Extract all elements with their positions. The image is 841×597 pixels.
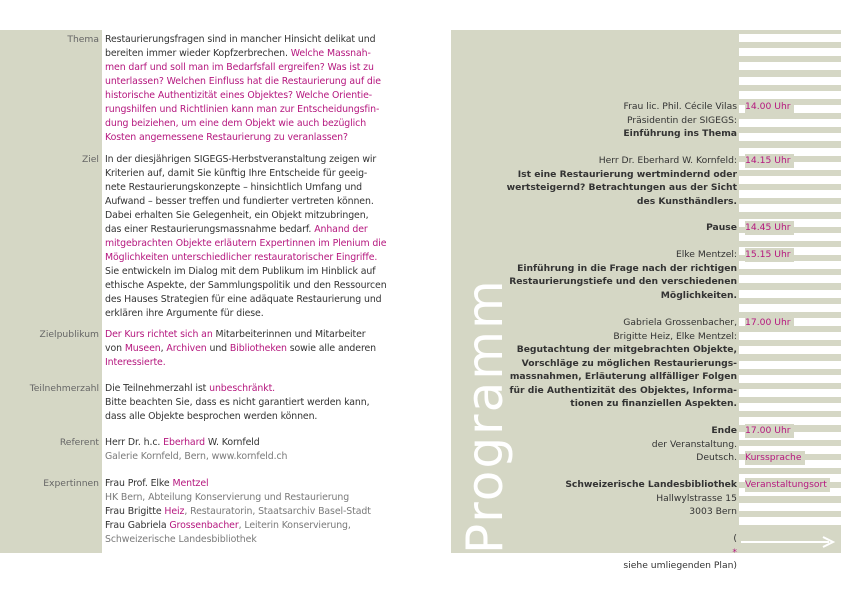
text-segment: bereiten immer wieder Kopfzerbrechen. bbox=[105, 48, 291, 59]
text-line bbox=[105, 47, 405, 61]
text-line bbox=[105, 167, 405, 181]
text-line bbox=[105, 477, 405, 491]
stripe bbox=[739, 62, 841, 70]
text-segment: der Veranstaltung. bbox=[651, 438, 737, 450]
text-line bbox=[105, 293, 405, 307]
text-line bbox=[497, 114, 737, 128]
stripe bbox=[739, 332, 841, 340]
section-label: Referent bbox=[59, 437, 99, 448]
text-segment: von bbox=[105, 343, 125, 354]
stripe bbox=[739, 34, 841, 42]
text-line bbox=[105, 396, 405, 410]
text-line bbox=[105, 519, 405, 533]
text-segment: Präsidentin der SIGEGS: bbox=[626, 114, 737, 126]
program-item bbox=[497, 154, 737, 208]
program-item bbox=[497, 316, 737, 411]
stripe bbox=[739, 48, 841, 56]
program-item bbox=[497, 478, 737, 519]
text-line bbox=[497, 343, 737, 357]
text-segment: wertsteigernd? Betrachtungen aus der Sicht bbox=[506, 182, 737, 193]
text-segment: Deutsch. bbox=[696, 452, 737, 463]
stripe bbox=[739, 119, 841, 127]
text-segment: Der Kurs richtet sich an bbox=[105, 329, 213, 340]
text-segment: men darf und soll man im Bedarfsfall ergreifen? Was ist zu bbox=[105, 62, 374, 73]
text-segment: * bbox=[732, 546, 737, 558]
text-segment: Brigitte Heiz, Elke Mentzel: bbox=[613, 330, 737, 342]
section-text bbox=[105, 328, 405, 370]
text-segment: Hallwylstrasse 15 bbox=[656, 492, 737, 504]
text-segment: Aufwand – besser treffen und fundierter vertreten können. bbox=[105, 196, 374, 207]
text-line bbox=[105, 33, 405, 47]
text-line bbox=[497, 478, 737, 492]
text-segment: Mentzel bbox=[172, 478, 209, 489]
text-segment: nete Restaurierungskonzepte – hinsichtlich Umfang und bbox=[105, 182, 363, 193]
text-segment: tionen zu finanziellen Aspekten. bbox=[570, 398, 737, 409]
text-segment: dass alle Objekte besprochen werden können. bbox=[105, 411, 318, 422]
text-segment: Möglichkeiten unterschiedlicher restauratorischer Eingriffe. bbox=[105, 252, 378, 263]
text-segment: Restaurierungstiefe und den verschiedenen bbox=[509, 276, 737, 287]
stripe bbox=[739, 304, 841, 312]
text-segment: Elke Mentzel: bbox=[675, 249, 737, 260]
text-line bbox=[105, 279, 405, 293]
text-line bbox=[105, 75, 405, 89]
text-segment: Pause bbox=[706, 222, 737, 233]
text-segment: des Hauses Strategien für eine adäquate Restaurierung und bbox=[105, 294, 382, 305]
text-segment: Grossenbacher bbox=[169, 520, 239, 531]
stripe bbox=[739, 389, 841, 397]
stripe bbox=[739, 77, 841, 85]
text-line bbox=[105, 181, 405, 195]
text-line bbox=[105, 356, 405, 370]
section-label: Teilnehmerzahl bbox=[29, 383, 99, 394]
program-time: Kurssprache bbox=[745, 451, 805, 465]
program-item bbox=[497, 424, 737, 451]
text-segment: des Kunsthändlers. bbox=[636, 195, 737, 207]
stripe bbox=[739, 361, 841, 369]
text-line bbox=[105, 328, 405, 342]
text-segment: für die Authentizität des Objektes, Informa- bbox=[509, 384, 737, 396]
text-segment: Archiven bbox=[166, 343, 207, 354]
text-line bbox=[105, 342, 405, 356]
text-line bbox=[497, 100, 737, 114]
text-segment: Frau Prof. Elke bbox=[105, 478, 173, 489]
text-line bbox=[497, 195, 737, 209]
text-line bbox=[105, 61, 405, 75]
section-text bbox=[105, 382, 405, 424]
text-line bbox=[497, 127, 737, 141]
text-segment: , Restauratorin, Staatsarchiv Basel-Stadt bbox=[184, 506, 371, 517]
text-line bbox=[105, 491, 405, 505]
text-line bbox=[105, 251, 405, 265]
arrow-right-icon bbox=[741, 536, 837, 548]
left-label-band bbox=[0, 30, 102, 553]
text-segment: , Leiterin Konservierung, bbox=[238, 520, 351, 531]
text-segment: Heiz bbox=[164, 506, 185, 517]
text-segment: Museen bbox=[124, 343, 161, 354]
text-segment: Kriterien auf, damit Sie künftig Ihre Entscheide für geeig- bbox=[105, 168, 368, 179]
text-line bbox=[497, 357, 737, 371]
text-line bbox=[497, 505, 737, 519]
text-segment: Herr Dr. Eberhard W. Kornfeld: bbox=[598, 155, 737, 166]
text-line bbox=[497, 221, 737, 235]
program-time: 14.00 Uhr bbox=[745, 100, 794, 114]
text-segment: Herr Dr. h.c. bbox=[105, 437, 164, 448]
stripe bbox=[739, 176, 841, 184]
text-segment: W. Kornfeld bbox=[205, 437, 260, 448]
text-segment: ( bbox=[733, 533, 737, 544]
text-line bbox=[497, 330, 737, 344]
text-line bbox=[105, 265, 405, 279]
section-label: Thema bbox=[67, 34, 99, 45]
text-segment: Schweizerische Landesbibliothek bbox=[105, 534, 257, 545]
text-line bbox=[497, 370, 737, 384]
program-time: Veranstaltungsort bbox=[745, 478, 830, 492]
text-line bbox=[105, 533, 405, 547]
program-item bbox=[497, 532, 737, 573]
program-item bbox=[497, 248, 737, 302]
stripe bbox=[739, 261, 841, 269]
text-line bbox=[497, 316, 737, 330]
stripe bbox=[739, 503, 841, 511]
text-line bbox=[497, 289, 737, 303]
section-label: Expertinnen bbox=[43, 478, 99, 489]
text-segment: Sie entwickeln im Dialog mit dem Publikum im Hinblick auf bbox=[105, 266, 376, 277]
text-segment: Bibliotheken bbox=[229, 343, 287, 354]
text-segment: Vorschläge zu möglichen Restaurierungs- bbox=[521, 357, 737, 369]
stripe bbox=[739, 346, 841, 354]
text-line bbox=[105, 505, 405, 519]
text-segment: Welche Massnah- bbox=[290, 48, 371, 59]
text-segment: mitgebrachten Objekte erläutern Expertinnen im Plenium die bbox=[105, 238, 387, 249]
stripe bbox=[739, 403, 841, 411]
text-segment: sowie alle anderen bbox=[286, 343, 377, 354]
text-segment: Galerie Kornfeld, Bern, www.kornfeld.ch bbox=[105, 451, 288, 462]
text-line bbox=[105, 153, 405, 167]
text-line bbox=[497, 275, 737, 289]
program-time: 17.00 Uhr bbox=[745, 316, 794, 330]
text-line bbox=[497, 154, 737, 168]
text-line bbox=[105, 103, 405, 117]
text-line bbox=[497, 451, 737, 465]
stripe bbox=[739, 91, 841, 99]
stripe bbox=[739, 517, 841, 525]
text-segment: Kosten angemessene Restaurierung zu veranlassen? bbox=[105, 132, 348, 143]
text-line bbox=[105, 117, 405, 131]
program-time: 14.45 Uhr bbox=[745, 221, 794, 235]
text-line bbox=[105, 195, 405, 209]
text-segment: Mitarbeiterinnen und Mitarbeiter bbox=[212, 329, 366, 340]
stripe bbox=[739, 375, 841, 383]
text-line bbox=[105, 209, 405, 223]
stripe bbox=[739, 275, 841, 283]
program-time: 14.15 Uhr bbox=[745, 154, 794, 168]
stripe bbox=[739, 190, 841, 198]
text-line bbox=[497, 168, 737, 182]
text-segment: , bbox=[160, 343, 167, 354]
text-segment: Frau Brigitte bbox=[105, 506, 165, 517]
text-line bbox=[105, 382, 405, 396]
text-line bbox=[105, 450, 405, 464]
program-time: 17.00 Uhr bbox=[745, 424, 794, 438]
text-line bbox=[105, 237, 405, 251]
text-line bbox=[497, 181, 737, 195]
text-segment: Eberhard bbox=[163, 437, 206, 448]
section-text bbox=[105, 33, 405, 145]
text-line bbox=[497, 424, 737, 451]
text-segment: ethische Aspekte, der Sammlungspolitik und den Ressourcen bbox=[105, 280, 387, 291]
text-line bbox=[105, 307, 405, 321]
text-segment: siehe umliegenden Plan) bbox=[623, 560, 737, 571]
text-line bbox=[497, 384, 737, 398]
stripe bbox=[739, 133, 841, 141]
text-segment: HK Bern, Abteilung Konservierung und Restaurierung bbox=[105, 492, 350, 503]
text-line bbox=[497, 397, 737, 411]
text-segment: Begutachtung der mitgebrachten Objekte, bbox=[516, 344, 737, 355]
text-line bbox=[105, 131, 405, 145]
text-segment: Schweizerische Landesbibliothek bbox=[565, 479, 737, 490]
text-segment: Bitte beachten Sie, dass es nicht garantiert werden kann, bbox=[105, 397, 370, 408]
text-segment: In der diesjährigen SIGEGS-Herbstveranstaltung zeigen wir bbox=[105, 154, 377, 165]
section-text bbox=[105, 153, 405, 321]
text-segment: rungshilfen und Richtlinien kann man zur Entscheidungsfin- bbox=[105, 104, 380, 115]
text-segment: 3003 Bern bbox=[689, 506, 737, 517]
section-text bbox=[105, 436, 405, 464]
text-segment: massnahmen, Erläuterung allfälliger Folgen bbox=[509, 371, 737, 382]
text-segment: unterlassen? Welchen Einfluss hat die Restaurierung auf die bbox=[105, 76, 381, 87]
text-line bbox=[105, 410, 405, 424]
text-segment: Ist eine Restaurierung wertmindernd oder bbox=[517, 168, 737, 180]
text-segment: Möglichkeiten. bbox=[660, 289, 737, 301]
text-line bbox=[105, 223, 405, 237]
text-segment: Einführung ins Thema bbox=[623, 128, 737, 139]
program-item bbox=[497, 221, 737, 235]
text-segment: Einführung in die Frage nach der richtigen bbox=[517, 262, 737, 274]
stripe bbox=[739, 204, 841, 212]
program-item bbox=[497, 100, 737, 141]
programm-vertical-title: Programm bbox=[456, 278, 514, 554]
text-segment: dung beiziehen, um eine dem Objekt wie auch bezüglich bbox=[105, 118, 367, 129]
text-segment: erklären ihre Argumente für diese. bbox=[105, 308, 264, 319]
text-segment: Gabriela Grossenbacher, bbox=[623, 317, 737, 328]
text-segment: Restaurierungsfragen sind in mancher Hinsicht delikat und bbox=[105, 34, 376, 45]
text-line bbox=[497, 492, 737, 506]
text-segment: historische Authentizität eines Objektes? Welche Orientie- bbox=[105, 90, 373, 101]
text-line bbox=[497, 262, 737, 276]
text-line bbox=[105, 436, 405, 450]
section-label: Zielpublikum bbox=[39, 329, 99, 340]
text-segment: Frau lic. Phil. Cécile Vilas bbox=[623, 101, 737, 112]
section-label: Ziel bbox=[81, 154, 99, 165]
text-segment: Die Teilnehmerzahl ist bbox=[105, 383, 210, 394]
text-segment: Dabei erhalten Sie Gelegenheit, ein Objekt mitzubringen, bbox=[105, 210, 369, 221]
text-segment: Anhand der bbox=[314, 224, 368, 235]
text-segment: und bbox=[206, 343, 230, 354]
program-item bbox=[497, 451, 737, 465]
stripe bbox=[739, 290, 841, 298]
text-line bbox=[105, 89, 405, 103]
text-segment: unbeschränkt. bbox=[209, 383, 276, 394]
text-line bbox=[497, 248, 737, 262]
text-segment: Frau Gabriela bbox=[105, 520, 170, 531]
section-text bbox=[105, 477, 405, 547]
text-line bbox=[497, 532, 737, 573]
text-segment: Interessierte. bbox=[105, 357, 166, 368]
text-segment: Ende bbox=[711, 425, 737, 436]
text-segment: das einer Restaurierungsmassnahme bedarf. bbox=[105, 224, 315, 235]
program-time: 15.15 Uhr bbox=[745, 248, 794, 262]
